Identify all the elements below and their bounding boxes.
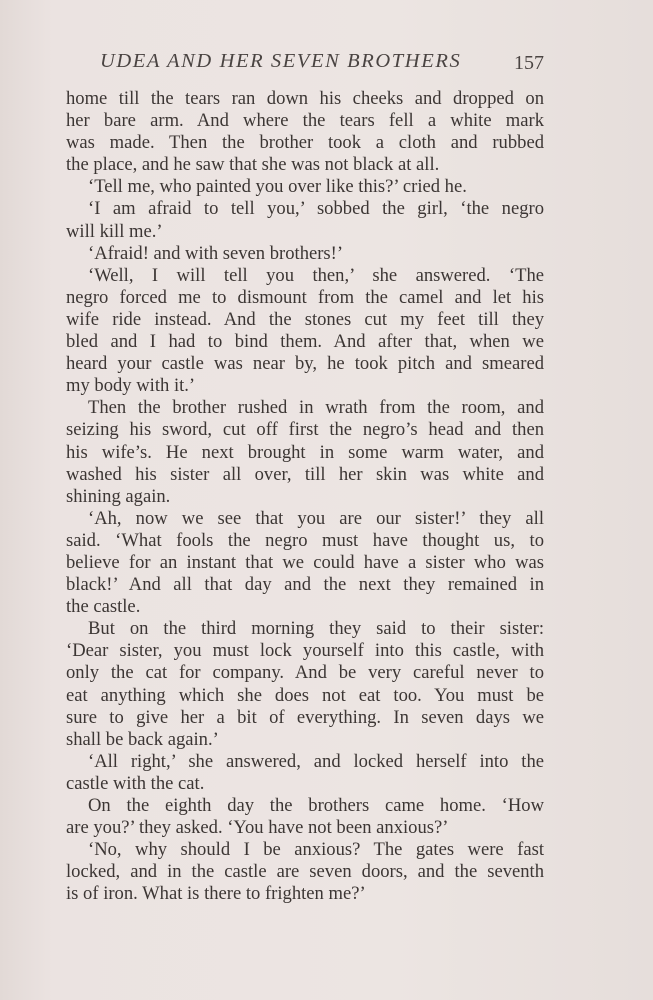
text-line: will kill me.’ xyxy=(66,220,163,242)
text-line: my body with it.’ xyxy=(66,375,196,397)
text-line: said. ‘What fools the negro must have thought us, to xyxy=(66,529,544,551)
text-line: wife ride instead. And the stones cut my feet till they xyxy=(66,308,544,330)
text-line: ‘No, why should I be anxious? The gates were fast xyxy=(88,839,544,861)
text-line: her bare arm. And where the tears fell a white mark xyxy=(66,110,544,132)
running-title: UDEA AND HER SEVEN BROTHERS xyxy=(100,50,462,72)
text-line: shining again. xyxy=(66,485,171,507)
body-text xyxy=(66,88,544,905)
text-line: ‘I am afraid to tell you,’ sobbed the girl, ‘the negro xyxy=(88,198,544,220)
page-number: 157 xyxy=(514,52,544,74)
text-line: home till the tears ran down his cheeks and dropped on xyxy=(66,88,544,109)
text-line: are you?’ they asked. ‘You have not been anxious?’ xyxy=(66,817,449,839)
text-line: the place, and he saw that she was not black at all. xyxy=(66,154,440,176)
text-line: bled and I had to bind them. And after that, when we xyxy=(66,331,544,353)
text-line: But on the third morning they said to their sister: xyxy=(88,618,544,640)
running-head xyxy=(100,50,544,80)
text-line: sure to give her a bit of everything. In seven days we xyxy=(66,706,544,728)
text-line: ‘Ah, now we see that you are our sister!’ they all xyxy=(88,507,544,529)
text-line: Then the brother rushed in wrath from the room, and xyxy=(88,397,544,419)
text-line: the castle. xyxy=(66,596,141,618)
text-line: locked, and in the castle are seven doors, and the seventh xyxy=(66,861,544,883)
text-line: is of iron. What is there to frighten me?’ xyxy=(66,883,366,905)
text-line: his wife’s. He next brought in some warm water, and xyxy=(66,441,544,463)
text-line: On the eighth day the brothers came home. ‘How xyxy=(88,795,544,816)
text-line: ‘Afraid! and with seven brothers!’ xyxy=(88,242,344,264)
text-line: ‘All right,’ she answered, and locked herself into the xyxy=(88,750,544,772)
text-line: seizing his sword, cut off first the negro’s head and then xyxy=(66,419,544,441)
text-line: believe for an instant that we could have a sister who was xyxy=(66,551,544,573)
text-line: shall be back again.’ xyxy=(66,728,219,750)
text-line: only the cat for company. And be very careful never to xyxy=(66,662,544,684)
text-line: ‘Well, I will tell you then,’ she answered. ‘The xyxy=(88,264,544,286)
text-line: black!’ And all that day and the next they remained in xyxy=(66,574,544,596)
text-line: washed his sister all over, till her skin was white and xyxy=(66,463,544,485)
text-line: castle with the cat. xyxy=(66,772,205,794)
text-line: heard your castle was near by, he took pitch and smeared xyxy=(66,353,544,375)
text-line: ‘Tell me, who painted you over like this?’ cried he. xyxy=(88,176,467,198)
text-line: negro forced me to dismount from the camel and let his xyxy=(66,286,544,308)
text-line: eat anything which she does not eat too. You must be xyxy=(66,684,544,706)
text-line: ‘Dear sister, you must lock yourself into this castle, with xyxy=(66,640,544,662)
text-line: was made. Then the brother took a cloth and rubbed xyxy=(66,132,544,154)
